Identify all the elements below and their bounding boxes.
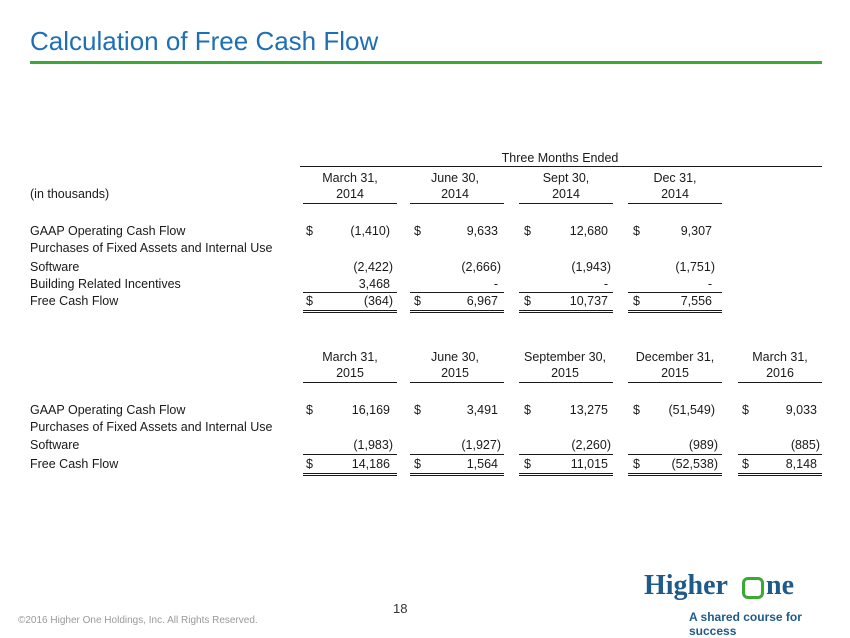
t1-total-double-rule [628,310,722,313]
page-number: 18 [393,601,408,616]
t2-col1-header-line2: 2015 [336,366,364,380]
title-divider [30,61,822,64]
t2-subtotal-rule [628,454,722,455]
t2-cell: 14,186 [351,457,390,471]
t2-total-double-rule [519,473,613,476]
currency-symbol: $ [524,457,531,471]
units-label: (in thousands) [30,187,110,201]
t2-row-label: Software [30,438,80,452]
logo-o-badge-icon [742,577,764,599]
t2-cell: 9,033 [785,403,817,417]
t2-cell: (885) [790,438,820,452]
t2-col2-header-line1: June 30, [431,350,479,364]
currency-symbol: $ [742,403,749,417]
t1-col4-header-rule [628,203,722,204]
currency-symbol: $ [306,224,313,238]
t1-total-double-rule [303,310,397,313]
t1-row-label: Purchases of Fixed Assets and Internal Use [30,241,273,255]
currency-symbol: $ [306,457,313,471]
group-header: Three Months Ended [501,151,619,165]
t2-total-double-rule [628,473,722,476]
t2-row-label: Free Cash Flow [30,457,119,471]
t1-col2-header-line1: June 30, [431,171,479,185]
currency-symbol: $ [414,224,421,238]
t2-cell: 11,015 [570,457,608,471]
t2-header-rule [738,382,822,383]
logo-word-one: ne [766,570,794,601]
t1-cell: (2,422) [353,260,393,274]
logo-tagline: A shared course for success [689,610,802,638]
t2-total-double-rule [303,473,397,476]
t2-subtotal-rule [303,454,397,455]
t2-subtotal-rule [410,454,504,455]
t2-col5-header-line1: March 31, [752,350,808,364]
t1-cell: (1,410) [350,224,390,238]
logo-word-higher: Higher [644,570,728,601]
t1-col1-header-line2: 2014 [336,187,364,201]
currency-symbol: $ [742,457,749,471]
t1-cell: - [493,277,498,291]
t1-col3-header-line1: Sept 30, [542,171,590,185]
t2-cell: (52,538) [671,457,718,471]
currency-symbol: $ [306,294,313,308]
t2-cell: 13,275 [569,403,608,417]
t1-cell: (1,943) [571,260,611,274]
t1-row-label: Software [30,260,80,274]
t2-row-label: Purchases of Fixed Assets and Internal Use [30,420,273,434]
t1-cell: 9,307 [680,224,712,238]
t1-row-label: GAAP Operating Cash Flow [30,224,186,238]
currency-symbol: $ [414,403,421,417]
t2-row-label: GAAP Operating Cash Flow [30,403,186,417]
t1-cell: (364) [363,294,393,308]
page-title: Calculation of Free Cash Flow [30,26,379,56]
t1-col4-header-line2: 2014 [661,187,689,201]
t1-cell: 10,737 [569,294,608,308]
t2-cell: 8,148 [785,457,817,471]
t1-cell: 3,468 [358,277,390,291]
t2-subtotal-rule [738,454,822,455]
t1-col2-header-rule [410,203,504,204]
t2-header-rule [410,382,504,383]
t1-col3-header-rule [519,203,613,204]
currency-symbol: $ [524,224,531,238]
t2-subtotal-rule [519,454,613,455]
t2-cell: 16,169 [351,403,390,417]
currency-symbol: $ [633,457,640,471]
t2-cell: 1,564 [466,457,498,471]
t2-cell: 3,491 [466,403,498,417]
t2-header-rule [519,382,613,383]
currency-symbol: $ [633,403,640,417]
group-header-rule [300,166,822,167]
t1-cell: 7,556 [680,294,712,308]
t1-cell: - [707,277,712,291]
higher-one-logo [644,570,824,638]
t1-cell: (1,751) [675,260,715,274]
t2-header-rule [303,382,397,383]
t2-col4-header-line1: December 31, [635,350,715,364]
t1-col4-header-line1: Dec 31, [653,171,697,185]
t2-header-rule [628,382,722,383]
t1-cell: 9,633 [466,224,498,238]
t2-col3-header-line1: September 30, [524,350,606,364]
t1-col1-header-rule [303,203,397,204]
t1-row-label: Building Related Incentives [30,277,181,291]
t1-col1-header-line1: March 31, [322,171,378,185]
currency-symbol: $ [524,403,531,417]
t1-col2-header-line2: 2014 [441,187,469,201]
currency-symbol: $ [414,294,421,308]
t1-cell: - [603,277,608,291]
t1-total-double-rule [519,310,613,313]
t2-col2-header-line2: 2015 [441,366,469,380]
currency-symbol: $ [524,294,531,308]
currency-symbol: $ [633,294,640,308]
t2-total-double-rule [410,473,504,476]
currency-symbol: $ [306,403,313,417]
t1-row-label: Free Cash Flow [30,294,119,308]
t2-cell: (2,260) [571,438,611,452]
t2-col3-header-line2: 2015 [551,366,579,380]
t1-cell: 6,967 [466,294,498,308]
currency-symbol: $ [414,457,421,471]
t1-cell: (2,666) [461,260,501,274]
t2-cell: (51,549) [668,403,715,417]
t1-total-double-rule [410,310,504,313]
t2-total-double-rule [738,473,822,476]
t2-col1-header-line1: March 31, [322,350,378,364]
t2-cell: (1,983) [353,438,393,452]
t2-cell: (989) [688,438,718,452]
copyright-notice: ©2016 Higher One Holdings, Inc. All Rights Reserved. [18,615,258,626]
t2-cell: (1,927) [461,438,501,452]
t2-col5-header-line2: 2016 [766,366,794,380]
currency-symbol: $ [633,224,640,238]
t1-col3-header-line2: 2014 [552,187,580,201]
t1-cell: 12,680 [569,224,608,238]
t2-col4-header-line2: 2015 [661,366,689,380]
